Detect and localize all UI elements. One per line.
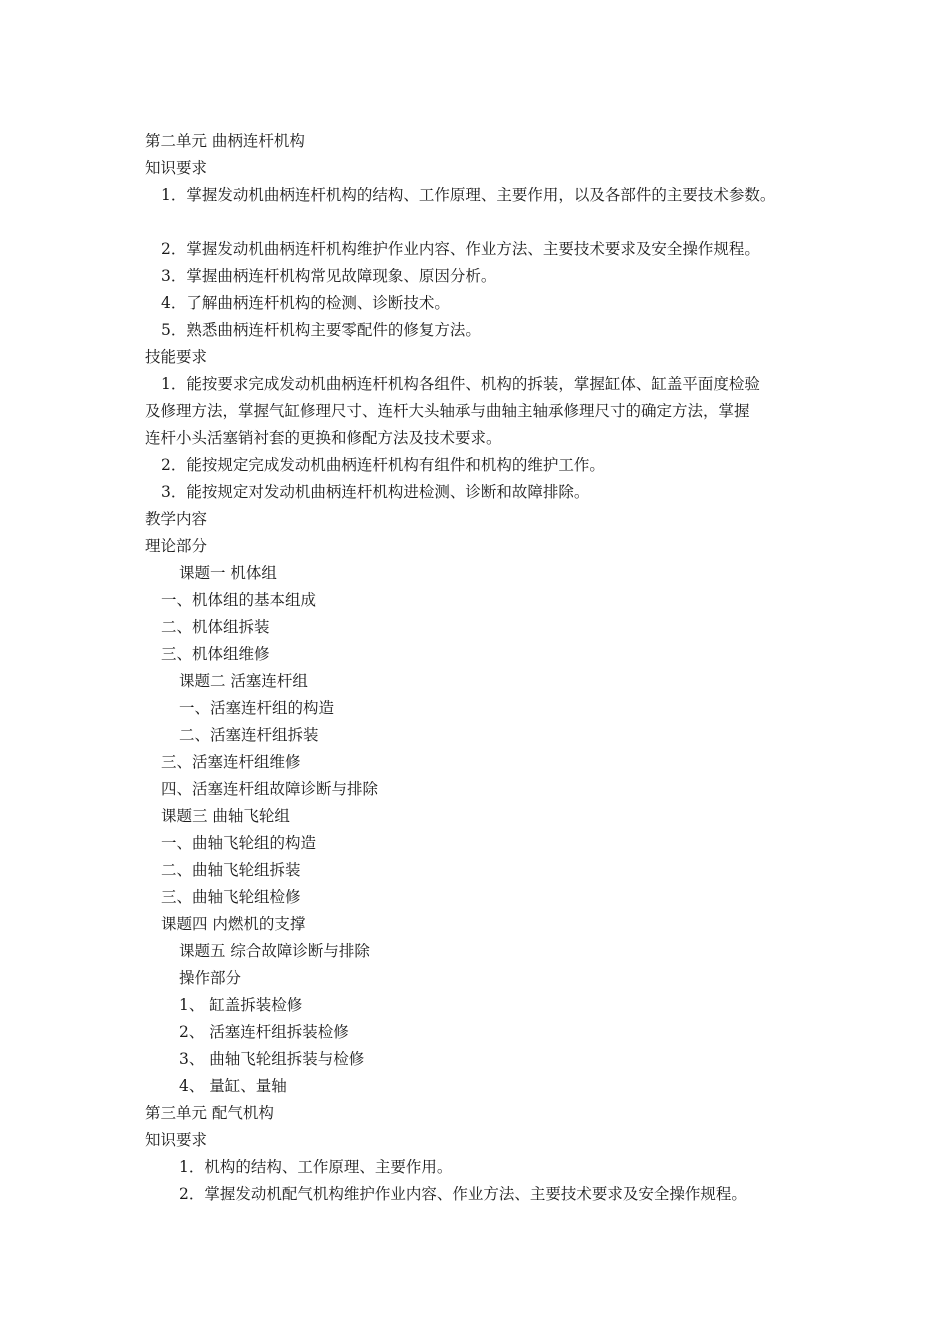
topic-item: 二、曲轴飞轮组拆装 — [161, 861, 301, 879]
unit2-skill-line: 1．能按要求完成发动机曲柄连杆机构各组件、机构的拆装，掌握缸体、缸盖平面度检验 — [161, 375, 760, 393]
unit3-knowledge-heading: 知识要求 — [145, 1131, 208, 1149]
topic-item: 二、机体组拆装 — [161, 618, 270, 636]
unit2-skill-line: 连杆小头活塞销衬套的更换和修配方法及技术要求。 — [145, 429, 502, 447]
topic-item: 三、曲轴飞轮组检修 — [161, 888, 301, 906]
topic-item: 四、活塞连杆组故障诊断与排除 — [161, 780, 379, 798]
unit2-knowledge-item: 5．熟悉曲柄连杆机构主要零配件的修复方法。 — [161, 321, 481, 339]
unit2-skill-line: 及修理方法，掌握气缸修理尺寸、连杆大头轴承与曲轴主轴承修理尺寸的确定方法，掌握 — [145, 402, 750, 420]
unit2-skill-item: 3．能按规定对发动机曲柄连杆机构进检测、诊断和故障排除。 — [161, 483, 590, 501]
practice-item: 3、 曲轴飞轮组拆装与检修 — [179, 1050, 365, 1068]
topic-title: 课题四 内燃机的支撑 — [161, 915, 306, 933]
unit2-skill-item: 2．能按规定完成发动机曲柄连杆机构有组件和机构的维护工作。 — [161, 456, 605, 474]
topic-item: 二、活塞连杆组拆装 — [179, 726, 319, 744]
topic-item: 三、活塞连杆组维修 — [161, 753, 301, 771]
unit3-title: 第三单元 配气机构 — [145, 1104, 274, 1122]
topic-item: 一、机体组的基本组成 — [161, 591, 317, 609]
practice-item: 2、 活塞连杆组拆装检修 — [179, 1023, 349, 1041]
topic-item: 一、活塞连杆组的构造 — [179, 699, 335, 717]
unit2-knowledge-item: 1．掌握发动机曲柄连杆机构的结构、工作原理、主要作用，以及各部件的主要技术参数。 — [161, 186, 776, 204]
topic-title: 课题五 综合故障诊断与排除 — [179, 942, 370, 960]
topic-title: 课题一 机体组 — [179, 564, 277, 582]
topic-item: 三、机体组维修 — [161, 645, 270, 663]
topic-item: 一、曲轴飞轮组的构造 — [161, 834, 317, 852]
unit3-knowledge-item: 2．掌握发动机配气机构维护作业内容、作业方法、主要技术要求及安全操作规程。 — [179, 1185, 747, 1203]
practice-item: 1、 缸盖拆装检修 — [179, 996, 303, 1014]
unit2-knowledge-heading: 知识要求 — [145, 159, 208, 177]
unit2-knowledge-item: 3．掌握曲柄连杆机构常见故障现象、原因分析。 — [161, 267, 497, 285]
practice-heading: 操作部分 — [179, 969, 242, 987]
unit2-skills-heading: 技能要求 — [145, 348, 208, 366]
unit3-knowledge-item: 1．机构的结构、工作原理、主要作用。 — [179, 1158, 453, 1176]
practice-item: 4、 量缸、量轴 — [179, 1077, 287, 1095]
unit2-knowledge-item: 2．掌握发动机曲柄连杆机构维护作业内容、作业方法、主要技术要求及安全操作规程。 — [161, 240, 760, 258]
unit2-knowledge-item: 4．了解曲柄连杆机构的检测、诊断技术。 — [161, 294, 450, 312]
theory-heading: 理论部分 — [145, 537, 208, 555]
teaching-heading: 教学内容 — [145, 510, 208, 528]
topic-title: 课题二 活塞连杆组 — [179, 672, 308, 690]
topic-title: 课题三 曲轴飞轮组 — [161, 807, 290, 825]
unit2-title: 第二单元 曲柄连杆机构 — [145, 132, 305, 150]
